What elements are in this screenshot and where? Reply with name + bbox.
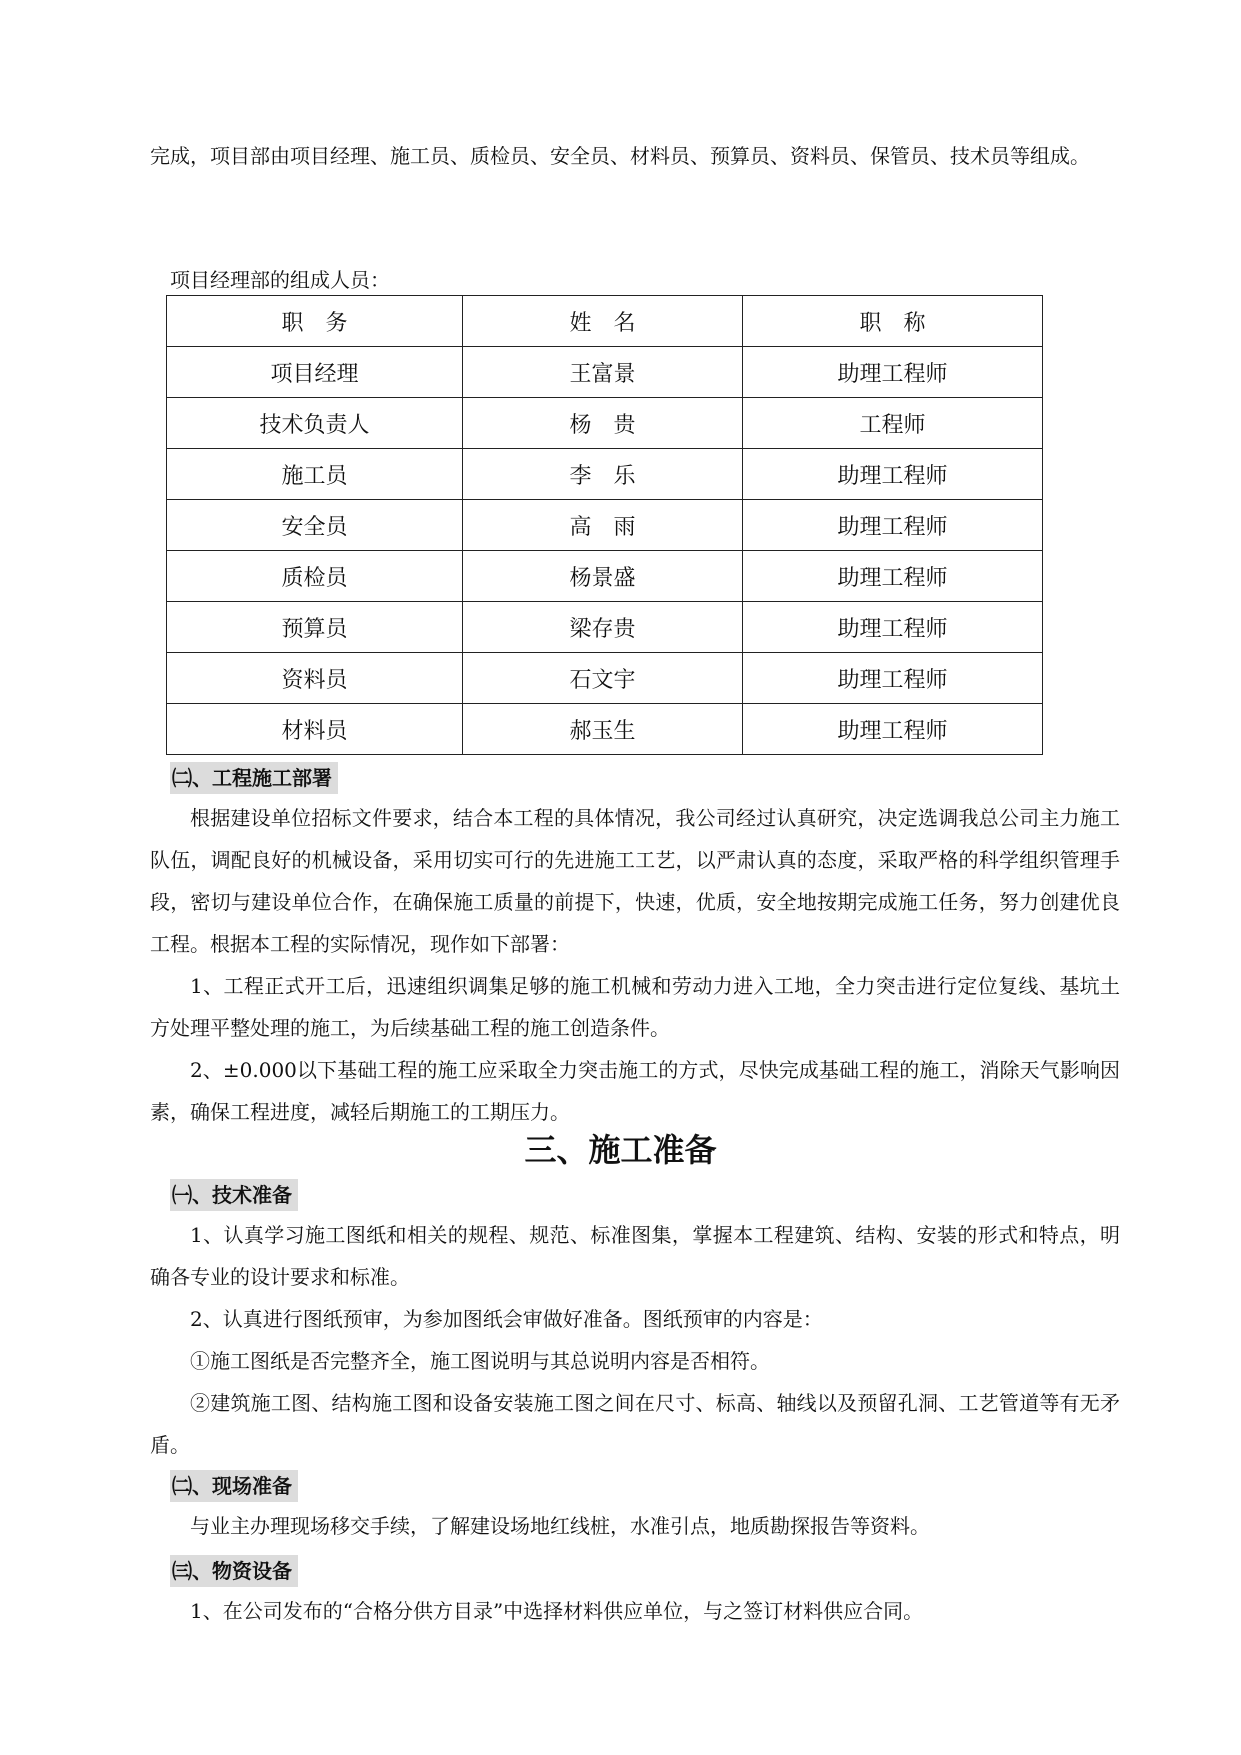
table-row (167, 653, 1043, 704)
table-header-row (167, 296, 1043, 347)
cell-position: 资料员 (167, 653, 463, 704)
deployment-paragraph: 根据建设单位招标文件要求，结合本工程的具体情况，我公司经过认真研究，决定选调我总公司主力施工队伍，调配良好的机械设备，采用切实可行的先进施工工艺，以严肃认真的态度，采取严格的科学组织管理手段，密切与建设单位合作，在确保施工质量的前提下，快速，优质，安全地按期完成施工任务，努力创建优良工程。根据本工程的实际情况，现作如下部署： (150, 806, 1120, 956)
cell-name: 梁存贵 (463, 602, 743, 653)
cell-position: 安全员 (167, 500, 463, 551)
cell-title: 助理工程师 (743, 500, 1043, 551)
cell-position: 项目经理 (167, 347, 463, 398)
section-heading-site: ㈡、现场准备 (170, 1470, 298, 1502)
staff-table (166, 295, 1043, 755)
table-row (167, 347, 1043, 398)
cell-title: 助理工程师 (743, 551, 1043, 602)
cell-name: 石文宇 (463, 653, 743, 704)
cell-name: 高 雨 (463, 500, 743, 551)
site-paragraph: 与业主办理现场移交手续，了解建设场地红线桩，水准引点，地质勘探报告等资料。 (190, 1514, 930, 1538)
table-row (167, 500, 1043, 551)
tech-item-2: 2、认真进行图纸预审，为参加图纸会审做好准备。图纸预审的内容是： (190, 1307, 823, 1331)
table-caption: 项目经理部的组成人员： (170, 268, 390, 292)
header-name: 姓 名 (463, 296, 743, 347)
section-heading-tech: ㈠、技术准备 (170, 1179, 298, 1211)
section-heading-materials: ㈢、物资设备 (170, 1555, 298, 1587)
cell-position: 预算员 (167, 602, 463, 653)
table-row (167, 551, 1043, 602)
cell-title: 助理工程师 (743, 653, 1043, 704)
cell-position: 材料员 (167, 704, 463, 755)
tech-item-1: 1、认真学习施工图纸和相关的规程、规范、标准图集，掌握本工程建筑、结构、安装的形式和特点，明确各专业的设计要求和标准。 (150, 1223, 1120, 1289)
deployment-item-1: 1、工程正式开工后，迅速组织调集足够的施工机械和劳动力进入工地，全力突击进行定位复线、基坑土方处理平整处理的施工，为后续基础工程的施工创造条件。 (150, 974, 1120, 1040)
chapter-title: 三、施工准备 (524, 1131, 717, 1169)
cell-name: 郝玉生 (463, 704, 743, 755)
cell-name: 李 乐 (463, 449, 743, 500)
cell-title: 助理工程师 (743, 449, 1043, 500)
table-row (167, 398, 1043, 449)
header-position: 职 务 (167, 296, 463, 347)
table-row (167, 449, 1043, 500)
cell-name: 杨 贵 (463, 398, 743, 449)
header-title: 职 称 (743, 296, 1043, 347)
deployment-item-2: 2、±0.000以下基础工程的施工应采取全力突击施工的方式，尽快完成基础工程的施工，消除天气影响因素，确保工程进度，减轻后期施工的工期压力。 (150, 1058, 1120, 1124)
tech-item-2-1: ①施工图纸是否完整齐全，施工图说明与其总说明内容是否相符。 (190, 1349, 770, 1373)
table-row (167, 704, 1043, 755)
cell-position: 质检员 (167, 551, 463, 602)
section-heading-deployment: ㈡、工程施工部署 (170, 762, 338, 794)
cell-title: 助理工程师 (743, 347, 1043, 398)
materials-paragraph: 1、在公司发布的“合格分供方目录”中选择材料供应单位，与之签订材料供应合同。 (190, 1599, 924, 1623)
cell-position: 技术负责人 (167, 398, 463, 449)
cell-title: 工程师 (743, 398, 1043, 449)
tech-item-2-2: ②建筑施工图、结构施工图和设备安装施工图之间在尺寸、标高、轴线以及预留孔洞、工艺管道等有无矛盾。 (150, 1391, 1120, 1457)
cell-name: 杨景盛 (463, 551, 743, 602)
table-row (167, 602, 1043, 653)
cell-title: 助理工程师 (743, 704, 1043, 755)
intro-paragraph: 完成，项目部由项目经理、施工员、质检员、安全员、材料员、预算员、资料员、保管员、技术员等组成。 (150, 144, 1090, 168)
cell-name: 王富景 (463, 347, 743, 398)
cell-title: 助理工程师 (743, 602, 1043, 653)
cell-position: 施工员 (167, 449, 463, 500)
